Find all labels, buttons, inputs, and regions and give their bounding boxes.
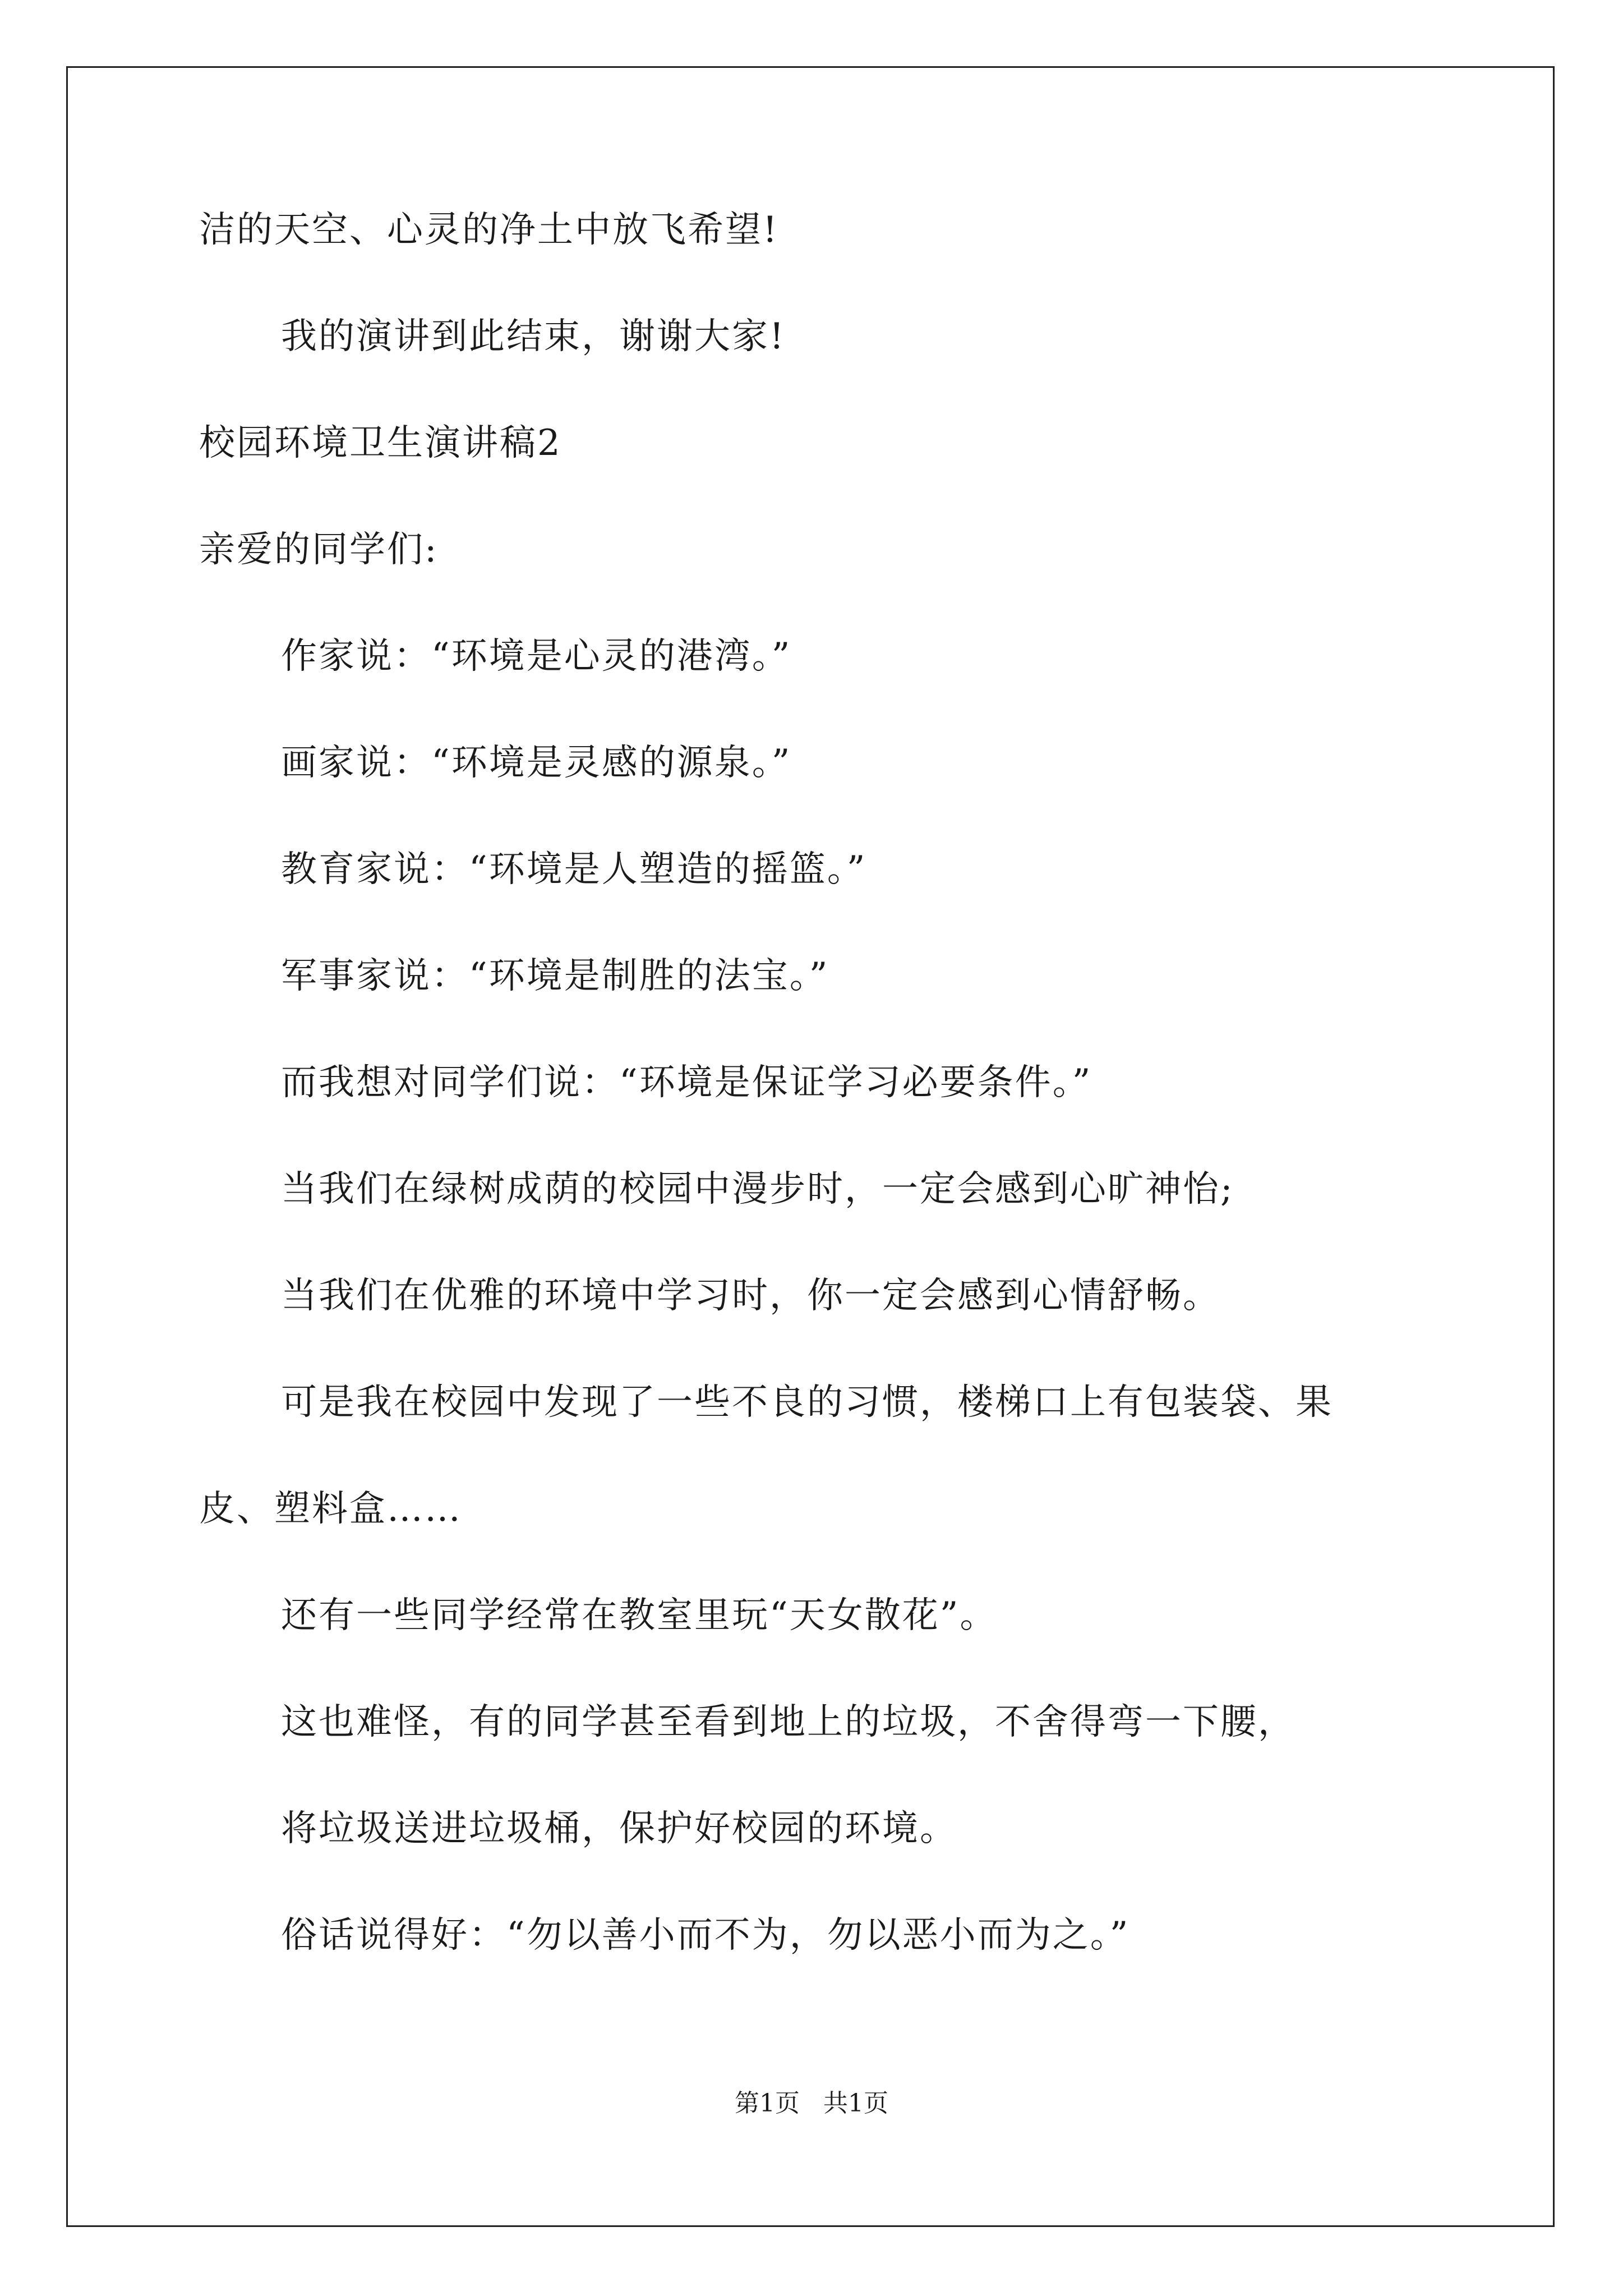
page-number-footer: 第1页 共1页 <box>735 2089 888 2118</box>
section-heading: 校园环境卫生演讲稿2 <box>199 422 562 464</box>
text-line: 作家说：“环境是心灵的港湾。” <box>281 636 792 677</box>
text-line: 皮、塑料盒…… <box>199 1488 462 1530</box>
text-line: 还有一些同学经常在教室里玩“天女散花”。 <box>281 1595 998 1636</box>
text-line: 教育家说：“环境是人塑造的摇篮。” <box>281 849 867 890</box>
text-line: 而我想对同学们说：“环境是保证学习必要条件。” <box>281 1062 1092 1103</box>
salutation: 亲爱的同学们: <box>199 529 439 570</box>
text-line: 俗话说得好：“勿以善小而不为，勿以恶小而为之。” <box>281 1915 1130 1956</box>
text-line: 当我们在绿树成荫的校园中漫步时，一定会感到心旷神怡; <box>281 1168 1234 1210</box>
text-line: 画家说：“环境是灵感的源泉。” <box>281 742 792 784</box>
text-line: 这也难怪，有的同学甚至看到地上的垃圾，不舍得弯一下腰， <box>281 1701 1295 1743</box>
text-line: 将垃圾送进垃圾桶，保护好校园的环境。 <box>281 1808 957 1849</box>
text-line: 军事家说：“环境是制胜的法宝。” <box>281 955 829 997</box>
text-line: 可是我在校园中发现了一些不良的习惯，楼梯口上有包装袋、果 <box>281 1382 1333 1423</box>
text-line: 我的演讲到此结束，谢谢大家! <box>281 316 786 357</box>
text-line: 当我们在优雅的环境中学习时，你一定会感到心情舒畅。 <box>281 1275 1220 1317</box>
page-border <box>66 66 1555 2227</box>
text-line: 洁的天空、心灵的净土中放飞希望! <box>199 209 779 251</box>
